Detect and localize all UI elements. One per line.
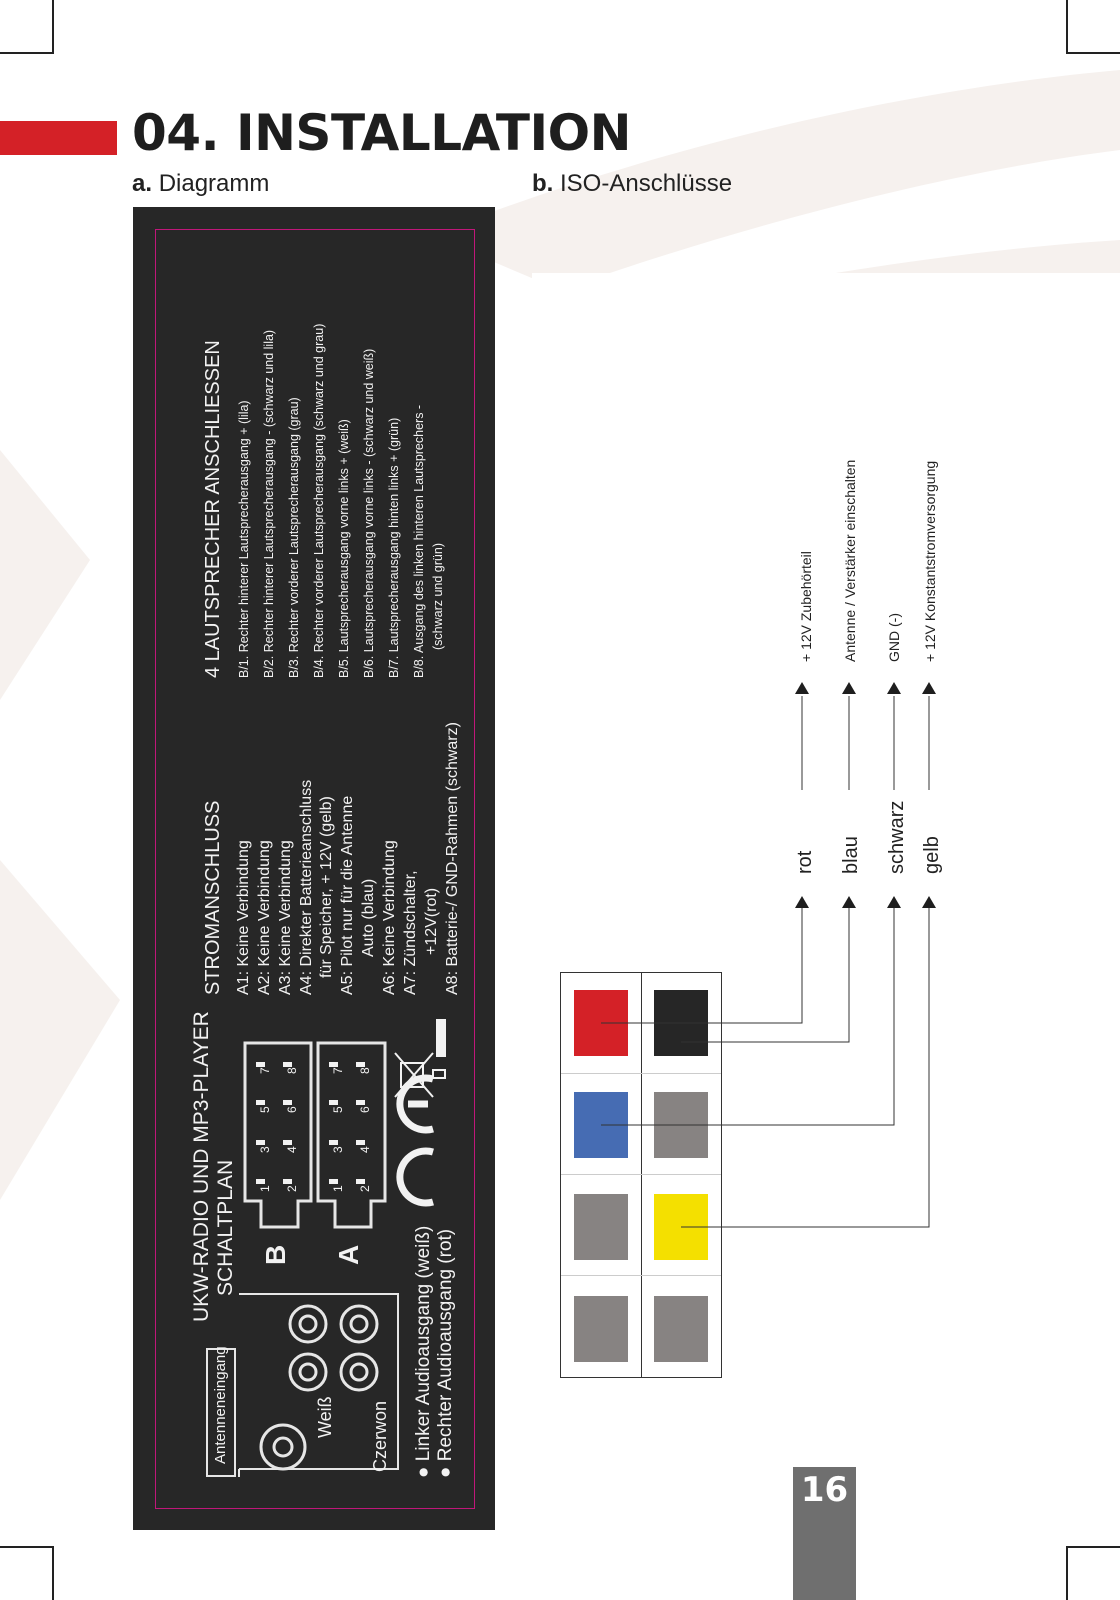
power-item: +12V(rot) bbox=[423, 887, 440, 955]
power-item: A5: Pilot nur für die Antenne bbox=[339, 795, 356, 995]
connector-b-label: B bbox=[260, 1244, 291, 1265]
audio-left-text: Linker Audioausgang (weiß) bbox=[413, 1225, 434, 1462]
wire-function-ground: GND (-) bbox=[886, 613, 902, 662]
power-item: A8: Batterie-/ GND-Rahmen (schwarz) bbox=[444, 722, 461, 995]
wire-function-accessory: + 12V Zubehörteil bbox=[798, 551, 814, 662]
pin-label: 2 bbox=[285, 1185, 299, 1192]
pin-label: 8 bbox=[358, 1067, 372, 1074]
power-item: A4: Direkter Batterieanschluss bbox=[298, 779, 315, 995]
power-item: Auto (blau) bbox=[360, 878, 377, 957]
pin-label: 1 bbox=[331, 1185, 345, 1192]
audio-right-label: ● Rechter Audioausgang (rot) bbox=[435, 1228, 456, 1478]
speaker-item: B/6. Lautsprecherausgang vorne links - (schwarz und weiß) bbox=[362, 348, 376, 678]
pin-label: 5 bbox=[258, 1106, 272, 1113]
power-item: A6: Keine Verbindung bbox=[381, 840, 398, 995]
power-item: für Speicher, + 12V (gelb) bbox=[318, 796, 335, 978]
subtitle-diagram-text: Diagramm bbox=[158, 170, 270, 197]
wire-function-constant-power: + 12V Konstantstromversorgung bbox=[922, 460, 938, 662]
wire-color-blue: blau bbox=[840, 836, 862, 874]
pin-label: 4 bbox=[358, 1146, 372, 1153]
speaker-item: B/4. Rechter vorderer Lautsprecherausgang (schwarz und grau) bbox=[312, 323, 326, 678]
speaker-item: B/7. Lautsprecherausgang hinten links + (grün) bbox=[387, 417, 401, 678]
audio-right-text: Rechter Audioausgang (rot) bbox=[435, 1228, 456, 1462]
speaker-item: B/8. Ausgang des linken hinteren Lautsprechers - bbox=[412, 404, 426, 678]
speaker-section-title: 4 LAUTSPRECHER ANSCHLIESSEN bbox=[202, 340, 224, 678]
pin-label: 6 bbox=[285, 1106, 299, 1113]
pin-label: 5 bbox=[331, 1106, 345, 1113]
subtitle-iso-text: ISO-Anschlüsse bbox=[560, 170, 733, 197]
power-item: A7: Zündschalter, bbox=[402, 870, 419, 995]
pin-label: 7 bbox=[331, 1067, 345, 1074]
pin-label: 3 bbox=[331, 1146, 345, 1153]
pin-label: 1 bbox=[258, 1185, 272, 1192]
connector-a-label: A bbox=[333, 1244, 364, 1265]
subtitle-diagram-prefix: a. bbox=[132, 170, 153, 197]
speaker-item: B/5. Lautsprecherausgang vorne links + (weiß) bbox=[337, 419, 351, 678]
wire-color-black: schwarz bbox=[886, 800, 908, 874]
speaker-item: (schwarz und grün) bbox=[431, 543, 445, 650]
pin-label: 4 bbox=[285, 1146, 299, 1153]
page-title: 04. INSTALLATION bbox=[132, 104, 631, 162]
pin-label: 6 bbox=[358, 1106, 372, 1113]
speaker-item: B/2. Rechter hinterer Lautsprecherausgang - (schwarz und lila) bbox=[262, 329, 276, 678]
antenna-input-label: Antenneneingang bbox=[212, 1346, 229, 1464]
speaker-item: B/3. Rechter vorderer Lautsprecherausgang (grau) bbox=[287, 397, 301, 678]
pin-label: 3 bbox=[258, 1146, 272, 1153]
wire-color-red: rot bbox=[794, 850, 816, 874]
speaker-item: B/1. Rechter hinterer Lautsprecherausgang + (lila) bbox=[237, 400, 251, 678]
audio-left-label: ● Linker Audioausgang (weiß) bbox=[413, 1225, 434, 1478]
pin-label: 8 bbox=[285, 1067, 299, 1074]
diagram-title-line1: UKW-RADIO UND MP3-PLAYER bbox=[190, 1011, 213, 1322]
wire-color-yellow: gelb bbox=[921, 836, 943, 874]
pin-label: 2 bbox=[358, 1185, 372, 1192]
pin-label: 7 bbox=[258, 1067, 272, 1074]
page-number: 16 bbox=[800, 1470, 849, 1510]
power-section-title: STROMANSCHLUSS bbox=[202, 800, 224, 995]
power-item: A3: Keine Verbindung bbox=[277, 840, 294, 995]
diagram-title-line2: SCHALTPLAN bbox=[214, 1159, 237, 1296]
subtitle-iso-prefix: b. bbox=[532, 170, 554, 197]
power-item: A2: Keine Verbindung bbox=[256, 840, 273, 995]
rca-red-label: Czerwon bbox=[370, 1400, 390, 1472]
wire-function-antenna: Antenne / Verstärker einschalten bbox=[842, 459, 858, 662]
rca-white-label: Weiß bbox=[315, 1396, 335, 1438]
power-item: A1: Keine Verbindung bbox=[235, 840, 252, 995]
